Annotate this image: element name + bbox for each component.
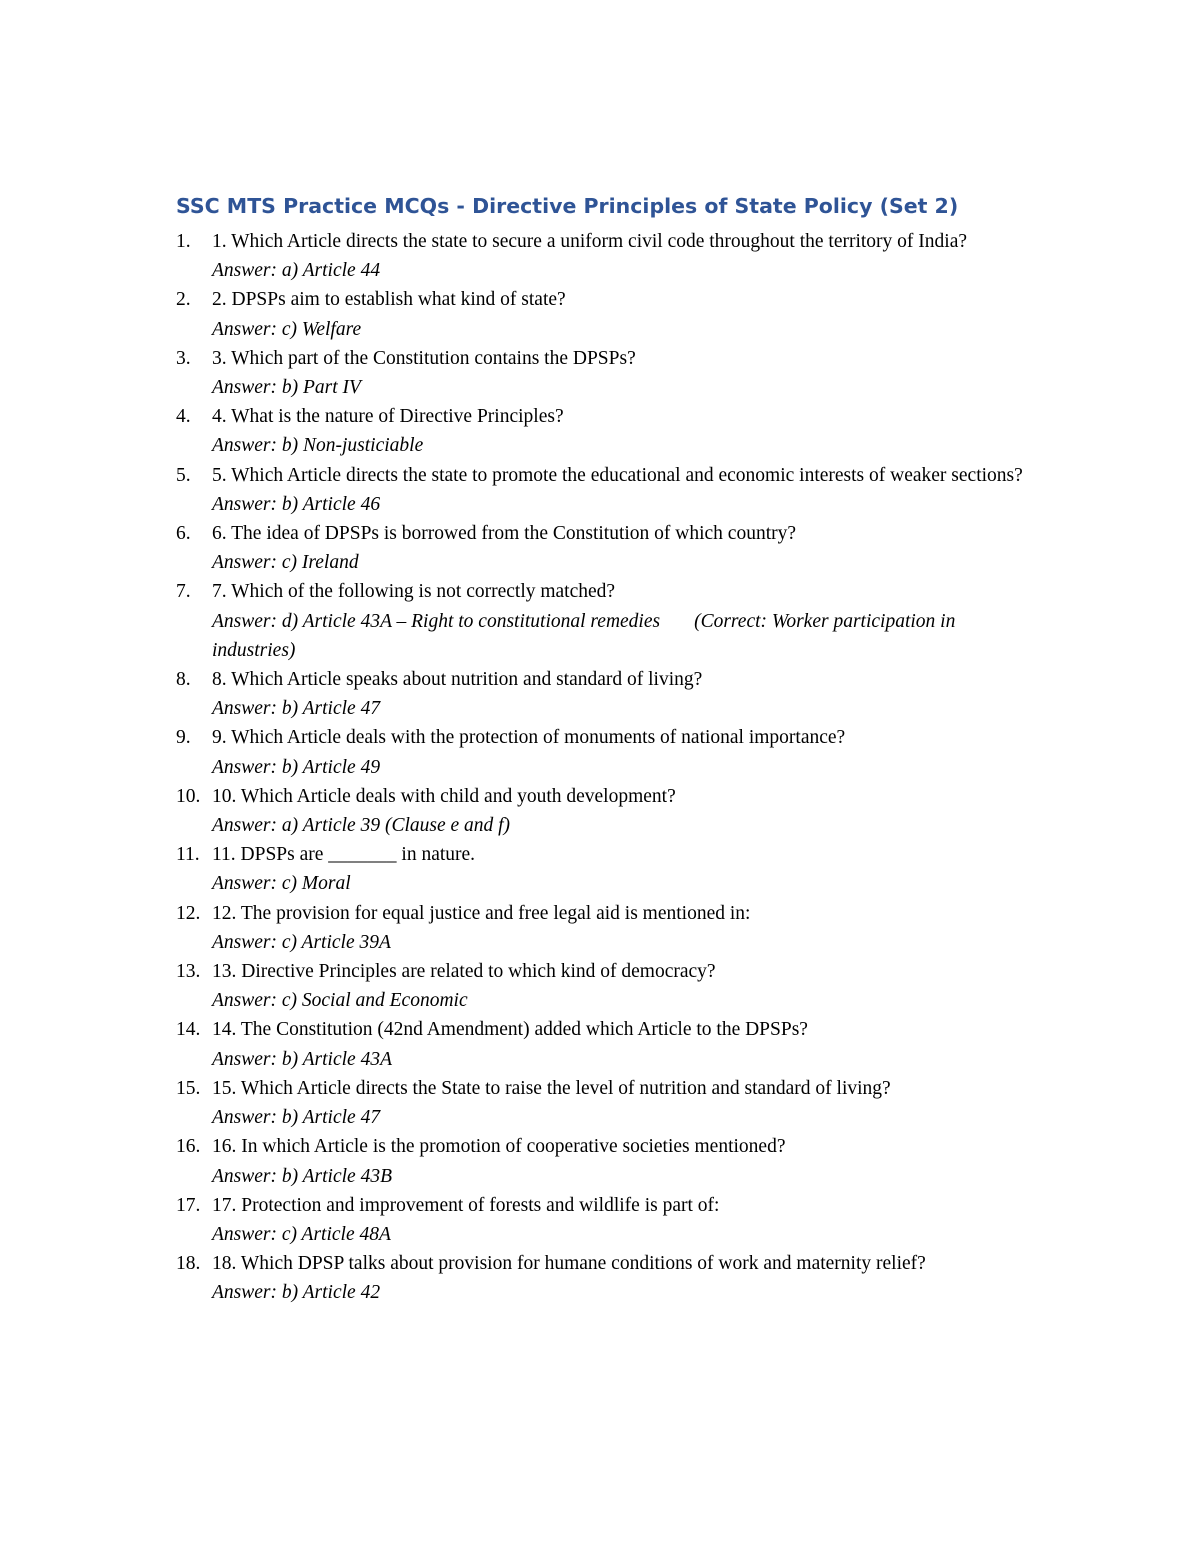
question-item (176, 1015, 1036, 1073)
question-item (176, 782, 1036, 840)
question-item (176, 519, 1036, 577)
question-number: 12. (176, 902, 201, 924)
answer-text (212, 753, 1036, 782)
question-text: 2. DPSPs aim to establish what kind of state? (212, 289, 566, 311)
question-number: 5. (176, 464, 191, 486)
answer-main: Answer: b) Article 42 (212, 1282, 381, 1304)
answer-main: Answer: c) Moral (212, 873, 351, 895)
question-text: 4. What is the nature of Directive Principles? (212, 406, 564, 428)
question-number: 8. (176, 669, 191, 691)
question-text: 3. Which part of the Constitution contains the DPSPs? (212, 347, 636, 369)
question-number: 18. (176, 1253, 201, 1275)
question-number: 9. (176, 727, 191, 749)
question-number: 11. (176, 844, 200, 866)
question-text: 7. Which of the following is not correctly matched? (212, 581, 616, 603)
question-text: 14. The Constitution (42nd Amendment) added which Article to the DPSPs? (212, 1019, 808, 1041)
question-item (176, 957, 1036, 1015)
question-body (212, 344, 1036, 402)
answer-main: Answer: c) Ireland (212, 552, 359, 574)
answer-text (212, 1278, 1036, 1307)
answer-text (212, 1162, 1036, 1191)
question-item (176, 1132, 1036, 1190)
answer-text (212, 869, 1036, 898)
question-text: 17. Protection and improvement of forests and wildlife is part of: (212, 1194, 720, 1216)
answer-main: Answer: a) Article 39 (Clause e and f) (212, 815, 511, 837)
question-body (212, 957, 1036, 1015)
answer-text (212, 694, 1036, 723)
answer-text (212, 1045, 1036, 1074)
question-item (176, 577, 1036, 665)
question-text: 5. Which Article directs the state to promote the educational and economic interests of weaker sections? (212, 464, 1023, 486)
question-body (212, 1249, 1036, 1307)
question-number: 7. (176, 581, 191, 603)
question-number: 15. (176, 1077, 201, 1099)
answer-main: Answer: c) Article 39A (212, 931, 391, 953)
question-item (176, 840, 1036, 898)
question-text: 13. Directive Principles are related to which kind of democracy? (212, 961, 716, 983)
question-body (212, 402, 1036, 460)
question-body (212, 1191, 1036, 1249)
question-item (176, 723, 1036, 781)
question-body (212, 227, 1036, 285)
question-number: 13. (176, 961, 201, 983)
answer-main: Answer: c) Article 48A (212, 1223, 391, 1245)
answer-main: Answer: b) Article 43A (212, 1048, 392, 1070)
question-list (176, 227, 1036, 1308)
question-number: 1. (176, 231, 191, 252)
answer-main: Answer: a) Article 44 (212, 260, 381, 282)
answer-note: (Correct: Worker participation in industries) (212, 610, 956, 661)
question-body (212, 1074, 1036, 1132)
question-text: 1. Which Article directs the state to secure a uniform civil code throughout the territory of India? (212, 231, 968, 252)
page-title: SSC MTS Practice MCQs - Directive Principles of State Policy (Set 2) (176, 194, 959, 218)
question-text: 10. Which Article deals with child and youth development? (212, 785, 676, 807)
answer-main: Answer: b) Article 47 (212, 698, 381, 720)
question-number: 14. (176, 1019, 201, 1041)
answer-main: Answer: b) Article 46 (212, 493, 381, 515)
answer-text (212, 1103, 1036, 1132)
question-body (212, 899, 1036, 957)
answer-main: Answer: b) Part IV (212, 377, 361, 399)
question-text: 9. Which Article deals with the protection of monuments of national importance? (212, 727, 846, 749)
question-item (176, 1074, 1036, 1132)
answer-text (212, 1220, 1036, 1249)
answer-text (212, 256, 1036, 285)
question-text: 15. Which Article directs the State to raise the level of nutrition and standard of living? (212, 1077, 891, 1099)
question-number: 2. (176, 289, 191, 311)
question-number: 3. (176, 347, 191, 369)
answer-main: Answer: b) Article 43B (212, 1165, 392, 1187)
question-body (212, 840, 1036, 898)
question-item (176, 665, 1036, 723)
answer-text (212, 490, 1036, 519)
question-body (212, 723, 1036, 781)
question-body (212, 577, 1036, 665)
question-item (176, 461, 1036, 519)
answer-main: Answer: b) Article 49 (212, 756, 381, 778)
question-item (176, 402, 1036, 460)
answer-text (212, 928, 1036, 957)
question-text: 6. The idea of DPSPs is borrowed from the Constitution of which country? (212, 523, 797, 545)
question-number: 6. (176, 523, 191, 545)
answer-text (212, 811, 1036, 840)
question-item (176, 1191, 1036, 1249)
question-text: 11. DPSPs are _______ in nature. (212, 844, 476, 866)
question-body (212, 285, 1036, 343)
question-body (212, 1015, 1036, 1073)
question-body (212, 782, 1036, 840)
question-body (212, 461, 1036, 519)
question-number: 17. (176, 1194, 201, 1216)
question-body (212, 1132, 1036, 1190)
answer-main: Answer: d) Article 43A – Right to constitutional remedies (212, 610, 661, 632)
answer-text (212, 373, 1036, 402)
question-body (212, 519, 1036, 577)
answer-text (212, 548, 1036, 577)
answer-main: Answer: c) Social and Economic (212, 990, 468, 1012)
question-item (176, 899, 1036, 957)
answer-text (212, 986, 1036, 1015)
answer-main: Answer: b) Article 47 (212, 1107, 381, 1129)
question-text: 8. Which Article speaks about nutrition and standard of living? (212, 669, 703, 691)
question-text: 18. Which DPSP talks about provision for humane conditions of work and maternity relief? (212, 1253, 926, 1275)
question-text: 12. The provision for equal justice and free legal aid is mentioned in: (212, 902, 751, 924)
question-item (176, 1249, 1036, 1307)
question-item (176, 344, 1036, 402)
answer-text (212, 431, 1036, 460)
question-text: 16. In which Article is the promotion of cooperative societies mentioned? (212, 1136, 786, 1158)
answer-main: Answer: b) Non-justiciable (212, 435, 424, 457)
answer-text (212, 607, 1036, 665)
question-number: 10. (176, 785, 201, 807)
answer-text (212, 315, 1036, 344)
question-number: 4. (176, 406, 191, 428)
answer-main: Answer: c) Welfare (212, 318, 362, 340)
question-item (176, 285, 1036, 343)
question-item (176, 227, 1036, 285)
question-number: 16. (176, 1136, 201, 1158)
question-body (212, 665, 1036, 723)
